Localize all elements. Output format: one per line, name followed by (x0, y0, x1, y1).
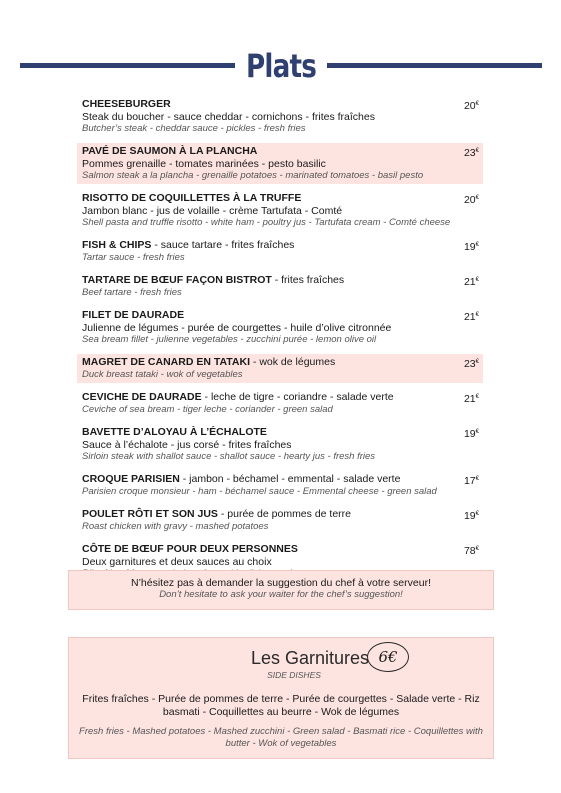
dish-name: FISH & CHIPS (82, 239, 152, 251)
dish-price (464, 473, 479, 488)
dish-headline (82, 239, 478, 252)
dish-name: CHEESEBURGER (82, 98, 171, 110)
dish-description-english: Duck breast tataki - wok of vegetables (82, 369, 243, 380)
dish-name: FILET DE DAURADE (82, 309, 185, 321)
dish-item (77, 190, 483, 231)
dish-item (77, 272, 483, 301)
dish-price (464, 98, 479, 113)
dish-inline-description: - frites fraîches (271, 274, 345, 286)
dish-name: POULET RÔTI ET SON JUS (82, 508, 218, 520)
dish-price-value: 23 (463, 358, 476, 370)
dish-description-english: Sea bream fillet - julienne vegetables - zucchini purée - lemon olive oil (82, 334, 377, 345)
dish-headline (82, 98, 478, 111)
dish-item (77, 96, 483, 137)
dish-name: PAVÉ DE SAUMON À LA PLANCHA (82, 145, 258, 157)
header-rule-left (20, 63, 235, 68)
dish-price-value: 23 (463, 147, 476, 159)
sides-title-text: Les Garnitures (250, 648, 369, 668)
dish-price-value: 19 (463, 510, 476, 522)
dish-price (464, 426, 479, 441)
dish-headline (82, 274, 478, 287)
currency-symbol: € (475, 195, 479, 201)
dish-headline (82, 391, 478, 404)
currency-symbol: € (475, 394, 479, 400)
dish-description-english: Beef tartare - fresh fries (82, 287, 182, 298)
dish-name: BAVETTE D’ALOYAU À L’ÉCHALOTE (82, 426, 267, 438)
dish-price (464, 145, 479, 160)
chef-suggestion-note (68, 570, 494, 610)
note-english: Don’t hesitate to ask your waiter for the chef’s suggestion! (159, 589, 403, 600)
dish-price-value: 19 (463, 428, 476, 440)
dish-description-english: Salmon steak a la plancha - grenaille potatoes - marinated tomatoes - basil pesto (82, 170, 424, 181)
dish-headline (82, 508, 478, 521)
dish-price (464, 192, 479, 207)
dish-price-value: 21 (463, 311, 476, 323)
dish-description-english: Butcher’s steak - cheddar sauce - pickles - fresh fries (82, 123, 306, 134)
dish-inline-description: - purée de pommes de terre (217, 508, 352, 520)
dish-item (77, 354, 483, 383)
dish-inline-description: - sauce tartare - frites fraîches (151, 239, 295, 251)
dish-price (464, 309, 479, 324)
dish-description-english: Sirloin steak with shallot sauce - shallot sauce - hearty jus - fresh fries (82, 451, 376, 462)
dish-price-value: 20 (463, 100, 476, 112)
dish-headline (82, 192, 478, 205)
dish-item (77, 506, 483, 535)
dish-item (77, 424, 483, 465)
dish-name: CROQUE PARISIEN (82, 473, 180, 485)
dish-price (464, 543, 479, 558)
dish-item (77, 307, 483, 348)
dish-description-english: Ceviche of sea bream - tiger leche - coriander - green salad (82, 404, 333, 415)
dish-inline-description: - leche de tigre - coriandre - salade verte (201, 391, 394, 403)
dish-item (77, 237, 483, 266)
dish-list (77, 96, 483, 588)
dish-price-value: 19 (463, 241, 476, 253)
dish-item (77, 389, 483, 418)
currency-symbol: € (475, 511, 479, 517)
currency-symbol: € (475, 277, 479, 283)
dish-headline (82, 145, 478, 158)
sides-subtitle: SIDE DISHES (267, 670, 321, 680)
dish-item (77, 143, 483, 184)
page-title: Plats (245, 47, 316, 85)
currency-symbol: € (475, 359, 479, 365)
currency-symbol: € (475, 429, 479, 435)
dish-price (464, 274, 479, 289)
currency-symbol: € (475, 101, 479, 107)
dish-price (464, 239, 479, 254)
dish-price (464, 391, 479, 406)
dish-headline (82, 543, 478, 556)
dish-name: MAGRET DE CANARD EN TATAKI (82, 356, 250, 368)
sides-price-badge: 6€ (367, 642, 409, 672)
dish-name: TARTARE DE BŒUF FAÇON BISTROT (82, 274, 272, 286)
dish-inline-description: - wok de légumes (250, 356, 336, 368)
note-french: N’hésitez pas à demander la suggestion du chef à votre serveur! (130, 577, 431, 589)
dish-description-french: Deux garnitures et deux sauces au choix (82, 556, 272, 568)
dish-headline (82, 426, 478, 439)
dish-name: RISOTTO DE COQUILLETTES À LA TRUFFE (82, 192, 302, 204)
dish-price-value: 17 (463, 475, 476, 487)
dish-description-french: Julienne de légumes - purée de courgettes - huile d’olive citronnée (82, 322, 392, 334)
dish-description-english: Tartar sauce - fresh fries (82, 252, 185, 263)
currency-symbol: € (475, 242, 479, 248)
currency-symbol: € (475, 148, 479, 154)
dish-description-french: Sauce à l’échalote - jus corsé - frites fraîches (82, 439, 292, 451)
dish-price-value: 21 (463, 276, 476, 288)
currency-symbol: € (475, 546, 479, 552)
dish-description-french: Jambon blanc - jus de volaille - crème Tartufata - Comté (82, 205, 343, 217)
header-rule-right (327, 63, 542, 68)
dish-headline (82, 309, 478, 322)
sides-list-english: Fresh fries - Mashed potatoes - Mashed zucchini - Green salad - Basmati rice - Coquillettes with butter - Wok of vegetables (79, 726, 483, 749)
dish-item (77, 471, 483, 500)
dish-price-value: 20 (463, 194, 476, 206)
dish-description-english: Roast chicken with gravy - mashed potatoes (82, 521, 269, 532)
dish-headline (82, 473, 478, 486)
dish-description-english: Parisien croque monsieur - ham - béchamel sauce - Emmental cheese - green salad (82, 486, 437, 497)
currency-symbol: € (475, 312, 479, 318)
sides-title (69, 648, 369, 669)
dish-name: CÔTE DE BŒUF POUR DEUX PERSONNES (82, 543, 298, 555)
dish-inline-description: - jambon - béchamel - emmental - salade verte (179, 473, 401, 485)
dish-headline (82, 356, 478, 369)
dish-description-french: Steak du boucher - sauce cheddar - cornichons - frites fraîches (82, 111, 375, 123)
dish-price (464, 356, 479, 371)
sides-list-french: Frites fraîches - Purée de pommes de terre - Purée de courgettes - Salade verte - Riz basmati - Coquillettes au beurre - Wok de légumes (82, 693, 480, 718)
dish-name: CEVICHE DE DAURADE (82, 391, 202, 403)
side-dishes-box (68, 637, 494, 759)
currency-symbol: € (475, 476, 479, 482)
dish-description-french: Pommes grenaille - tomates marinées - pesto basilic (82, 158, 326, 170)
page-header (0, 44, 561, 88)
dish-price-value: 78 (463, 545, 476, 557)
dish-price (464, 508, 479, 523)
dish-price-value: 21 (463, 393, 476, 405)
dish-description-english: Shell pasta and truffle risotto - white ham - poultry jus - Tartufata cream - Comté cheese (82, 217, 451, 228)
